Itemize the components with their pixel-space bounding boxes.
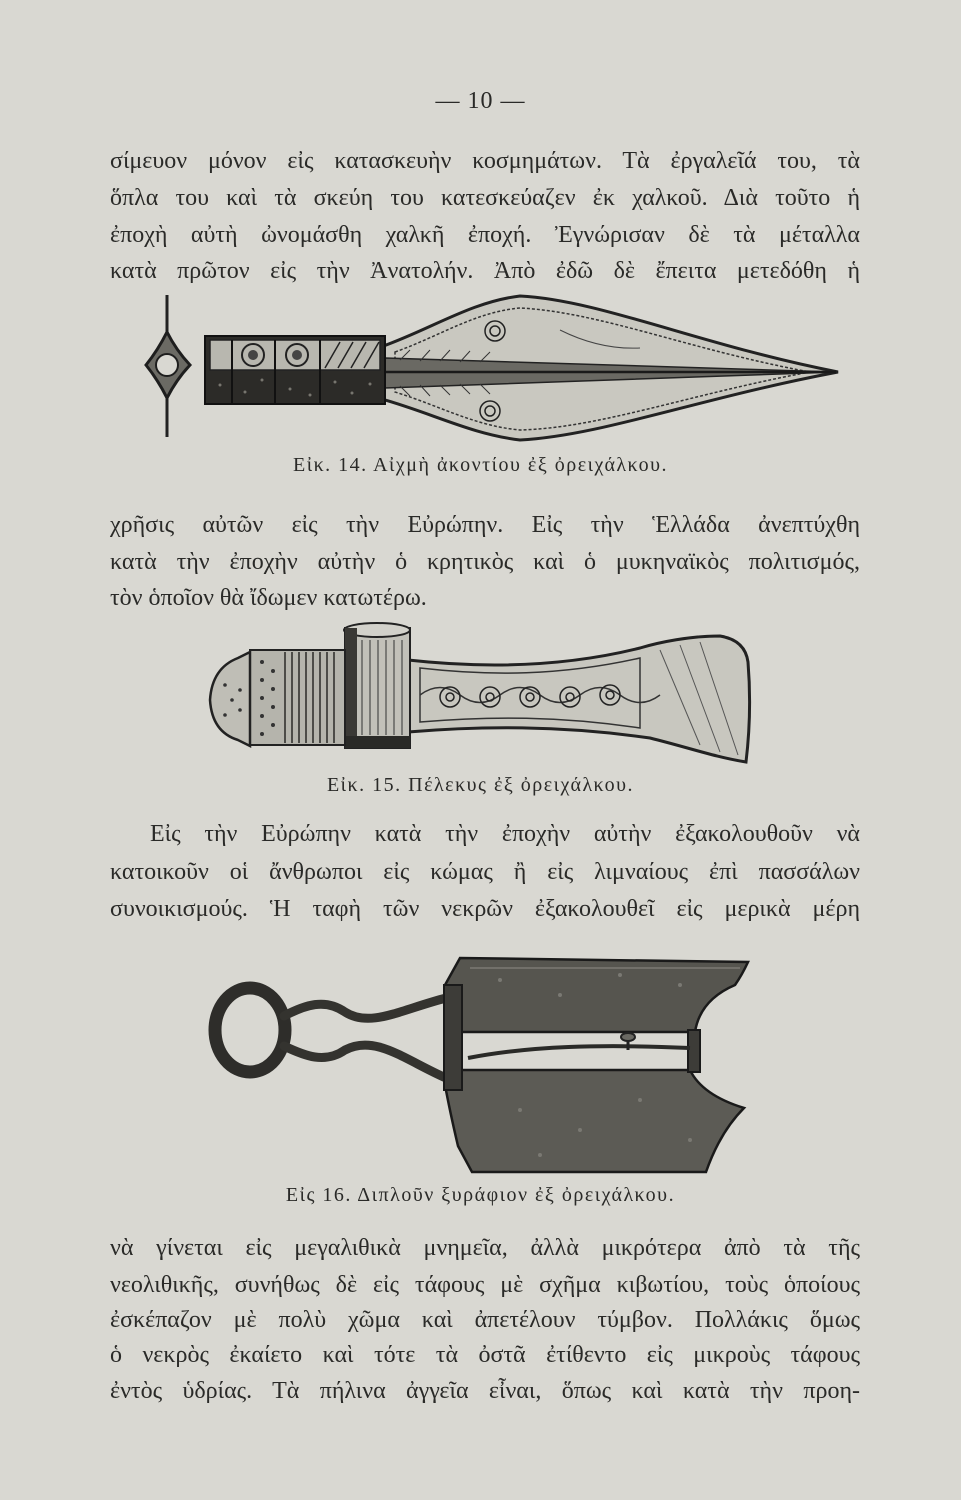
axe-illustration — [195, 612, 765, 772]
axe-socket-ring — [344, 623, 410, 748]
figure-caption: Εἰκ. 15. Πέλεκυς ἐξ ὀρειχάλκου. — [326, 774, 635, 796]
ring-fitting-icon — [146, 295, 190, 437]
text-line: ὁ νεκρὸς ἐκαίετο καὶ τότε τὰ ὀστᾶ ἐτίθεντο εἰς μικροὺς τάφους — [110, 1342, 860, 1368]
text-line: κατὰ πρῶτον εἰς τὴν Ἀνατολήν. Ἀπὸ ἐδῶ δὲ ἔπειτα μετεδόθη ἡ — [110, 258, 860, 284]
text-line: νὰ γίνεται εἰς μεγαλιθικὰ μνημεῖα, ἀλλὰ μικρότερα ἀπὸ τὰ τῆς — [110, 1235, 860, 1261]
spear-blade — [378, 296, 838, 440]
page-number: — 10 — — [435, 88, 526, 114]
text-line: τὸν ὁποῖον θὰ ἴδωμεν κατωτέρω. — [110, 585, 427, 611]
spear-socket — [205, 336, 385, 404]
razor-handle — [215, 988, 446, 1078]
text-line: ὅπλα του καὶ τὰ σκεύη του κατεσκεύαζεν ἐκ χαλκοῦ. Διὰ τοῦτο ἡ — [110, 185, 860, 211]
text-line: Εἰς τὴν Εὐρώπην κατὰ τὴν ἐποχὴν αὐτὴν ἐξακολουθοῦν νὰ — [150, 821, 860, 847]
axe-collar — [250, 650, 345, 745]
text-line: κατὰ τὴν ἐποχὴν αὐτὴν ὁ κρητικὸς καὶ ὁ μυκηναϊκὸς πολιτισμός, — [110, 549, 860, 575]
text-line: χρῆσις αὐτῶν εἰς τὴν Εὐρώπην. Εἰς τὴν Ἑλλάδα ἀνεπτύχθη — [110, 512, 860, 538]
text-line: συνοικισμούς. Ἡ ταφὴ τῶν νεκρῶν ἐξακολουθεῖ εἰς μερικὰ μέρη — [110, 896, 860, 922]
text-line: κατοικοῦν οἱ ἄνθρωποι εἰς κώμας ἢ εἰς λιμναίους ἐπὶ πασσάλων — [110, 859, 860, 885]
razor-illustration — [200, 940, 760, 1180]
text-line: ἐντὸς ὑδρίας. Τὰ πήλινα ἀγγεῖα εἶναι, ὅπως καὶ κατὰ τὴν προη- — [110, 1378, 860, 1404]
figure-caption: Εἰς 16. Διπλοῦν ξυράφιον ἐξ ὀρειχάλκου. — [285, 1184, 676, 1206]
razor-blades — [444, 958, 748, 1172]
axe-knob — [210, 652, 250, 746]
axe-head-blade — [408, 636, 750, 762]
text-line: ἐποχὴ αὐτὴ ὠνομάσθη χαλκῆ ἐποχή. Ἐγνώρισαν δὲ τὰ μέταλλα — [110, 222, 860, 248]
text-line: ἐσκέπαζον μὲ πολὺ χῶμα καὶ ἀπετέλουν τύμβον. Πολλάκις ὅμως — [110, 1307, 860, 1333]
text-line: σίμευον μόνον εἰς κατασκευὴν κοσμημάτων. Τὰ ἐργαλεῖά του, τὰ — [110, 148, 860, 174]
figure-caption: Εἰκ. 14. Αἰχμὴ ἀκοντίου ἐξ ὀρειχάλκου. — [293, 454, 668, 476]
spearhead-illustration — [130, 285, 850, 445]
text-line: νεολιθικῆς, συνήθως δὲ εἰς τάφους μὲ σχῆμα κιβωτίου, τοὺς ὁποίους — [110, 1272, 860, 1298]
